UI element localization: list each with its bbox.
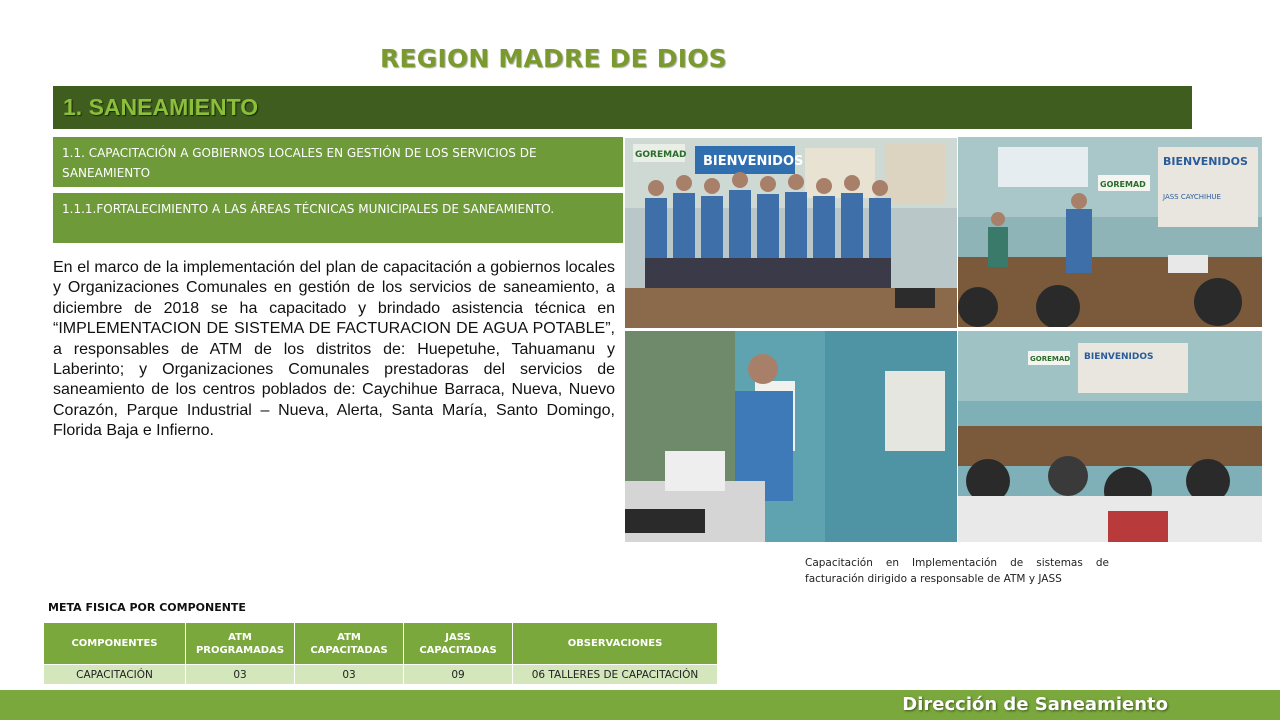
cell-observaciones: 06 TALLERES DE CAPACITACIÓN [513,665,718,685]
jass-text: JASS CAYCHIHUE [1163,193,1221,201]
cell-jass-capacitadas: 09 [404,665,513,685]
header-jass-capacitadas: JASS CAPACITADAS [404,623,513,665]
subsection-1: 1.1. CAPACITACIÓN A GOBIERNOS LOCALES EN GESTIÓN DE LOS SERVICIOS DE SANEAMIENTO [53,137,623,187]
region-title: REGION MADRE DE DIOS [380,44,727,73]
photo-caption: Capacitación en Implementación de sistemas de facturación dirigido a responsable de ATM y JASS [805,557,1109,585]
goremad-text-2: GOREMAD [1100,180,1146,189]
photo-presenter-closeup [625,331,957,542]
cell-componente: CAPACITACIÓN [44,665,186,685]
section-title: 1. SANEAMIENTO [63,94,259,120]
photo-classroom-presenter [958,137,1262,327]
cell-atm-capacitadas: 03 [295,665,404,685]
photo-group [625,138,957,328]
header-componentes: COMPONENTES [44,623,186,665]
table-row [44,665,718,685]
cell-atm-programadas: 03 [186,665,295,685]
header-observaciones: OBSERVACIONES [513,623,718,665]
header-atm-programadas: ATM PROGRAMADAS [186,623,295,665]
photo-audience [958,331,1262,542]
banner-text-2: BIENVENIDOS [1163,155,1248,168]
header-atm-capacitadas: ATM CAPACITADAS [295,623,404,665]
section-title-bar [53,86,1192,129]
goremad-text-3: GOREMAD [1030,355,1071,363]
subsection-2: 1.1.1.FORTALECIMIENTO A LAS ÁREAS TÉCNICAS MUNICIPALES DE SANEAMIENTO. [53,193,623,243]
body-paragraph: En el marco de la implementación del plan de capacitación a gobiernos locales y Organizaciones Comunales en gestión de los servicios de saneamiento, a diciembre de 2018 se ha capacitado y brindado asistencia técnica en “IMPLEMENTACION DE SISTEMA DE FACTURACION DE AGUA POTABLE”, a responsables de ATM de los distritos de: Huepetuhe, Tahuamanu y Laberinto; y Organizaciones Comunales prestadoras del servicios de saneamiento de los centros poblados de: Caychihue Barraca, Nueva, Nuevo Corazón, Parque Industrial – Nueva, Alerta, Santa María, Santo Domingo, Florida Baja e Infierno. [53,259,615,440]
meta-table [43,622,718,685]
footer-title: Dirección de Saneamiento [902,694,1168,715]
table-header-row [44,623,718,665]
goremad-text-1: GOREMAD [635,150,687,160]
banner-text-1: BIENVENIDOS [703,154,804,169]
banner-text-3: BIENVENIDOS [1084,352,1154,362]
meta-title: META FISICA POR COMPONENTE [48,601,246,614]
